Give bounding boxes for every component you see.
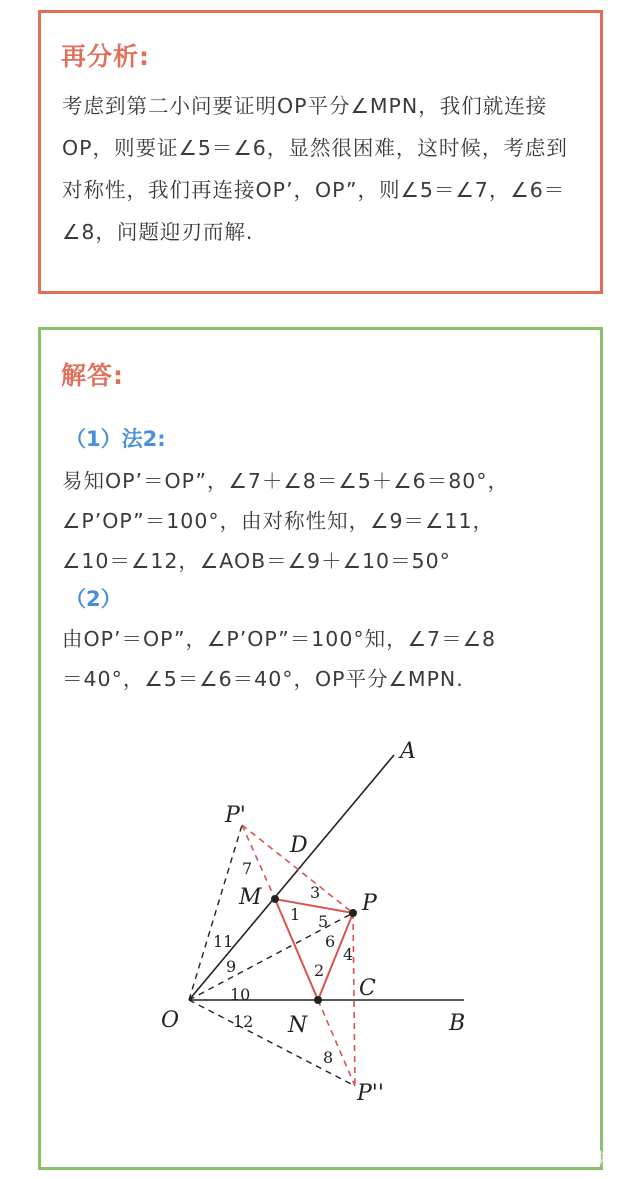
label-O: O xyxy=(161,1008,180,1033)
part2-label: （2） xyxy=(65,587,122,611)
answer-title: 解答: xyxy=(61,361,124,390)
part1-line-3: ∠10＝∠12，∠AOB＝∠9＋∠10＝50° xyxy=(62,549,451,573)
angle-8: 8 xyxy=(323,1048,334,1067)
angle-10: 10 xyxy=(230,985,251,1004)
angle-7: 7 xyxy=(242,859,253,878)
angle-2: 2 xyxy=(314,961,325,980)
angle-12: 12 xyxy=(233,1012,254,1031)
watermark: 头条 @数学频道 xyxy=(510,1149,628,1168)
label-P-double-prime: P'' xyxy=(357,1081,384,1106)
part1-label: （1）法2: xyxy=(65,427,166,451)
label-N: N xyxy=(288,1013,308,1038)
label-C: C xyxy=(359,976,376,1001)
part1-line-2: ∠P’OP”＝100°，由对称性知，∠9＝∠11， xyxy=(62,509,495,533)
angle-1: 1 xyxy=(290,905,301,924)
part2-line-1: 由OP’＝OP”，∠P’OP”＝100°知，∠7＝∠8 xyxy=(62,627,496,651)
part1-line-1: 易知OP’＝OP”，∠7＋∠8＝∠5＋∠6＝80°， xyxy=(62,469,510,493)
angle-5: 5 xyxy=(318,912,329,931)
angle-9: 9 xyxy=(226,957,237,976)
analysis-text: 考虑到第二小问要证明OP平分∠MPN，我们就连接OP，则要证∠5＝∠6，显然很困难，这时候，考虑到对称性，我们再连接OP’，OP”，则∠5＝∠7，∠6＝∠8，问题迎刃而解. xyxy=(62,94,568,244)
triangle-MNP xyxy=(275,899,353,1000)
answer-box xyxy=(38,327,603,1170)
label-P: P xyxy=(362,891,377,916)
label-P-prime: P' xyxy=(225,803,246,828)
label-A: A xyxy=(400,739,416,764)
angle-6: 6 xyxy=(325,932,336,951)
angle-11: 11 xyxy=(213,932,234,951)
label-M: M xyxy=(239,885,262,910)
ray-OA xyxy=(189,755,394,1000)
angle-3: 3 xyxy=(310,883,321,902)
point-N xyxy=(314,996,322,1004)
angle-4: 4 xyxy=(343,945,354,964)
analysis-title: 再分析: xyxy=(61,42,150,71)
label-D: D xyxy=(290,833,308,858)
label-B: B xyxy=(449,1011,466,1036)
point-P xyxy=(349,909,357,917)
point-M xyxy=(271,895,279,903)
analysis-box xyxy=(38,10,603,294)
dashed-black-lines xyxy=(189,825,355,1086)
part2-line-2: ＝40°，∠5＝∠6＝40°，OP平分∠MPN. xyxy=(62,667,464,691)
geometry-figure xyxy=(41,330,600,1167)
